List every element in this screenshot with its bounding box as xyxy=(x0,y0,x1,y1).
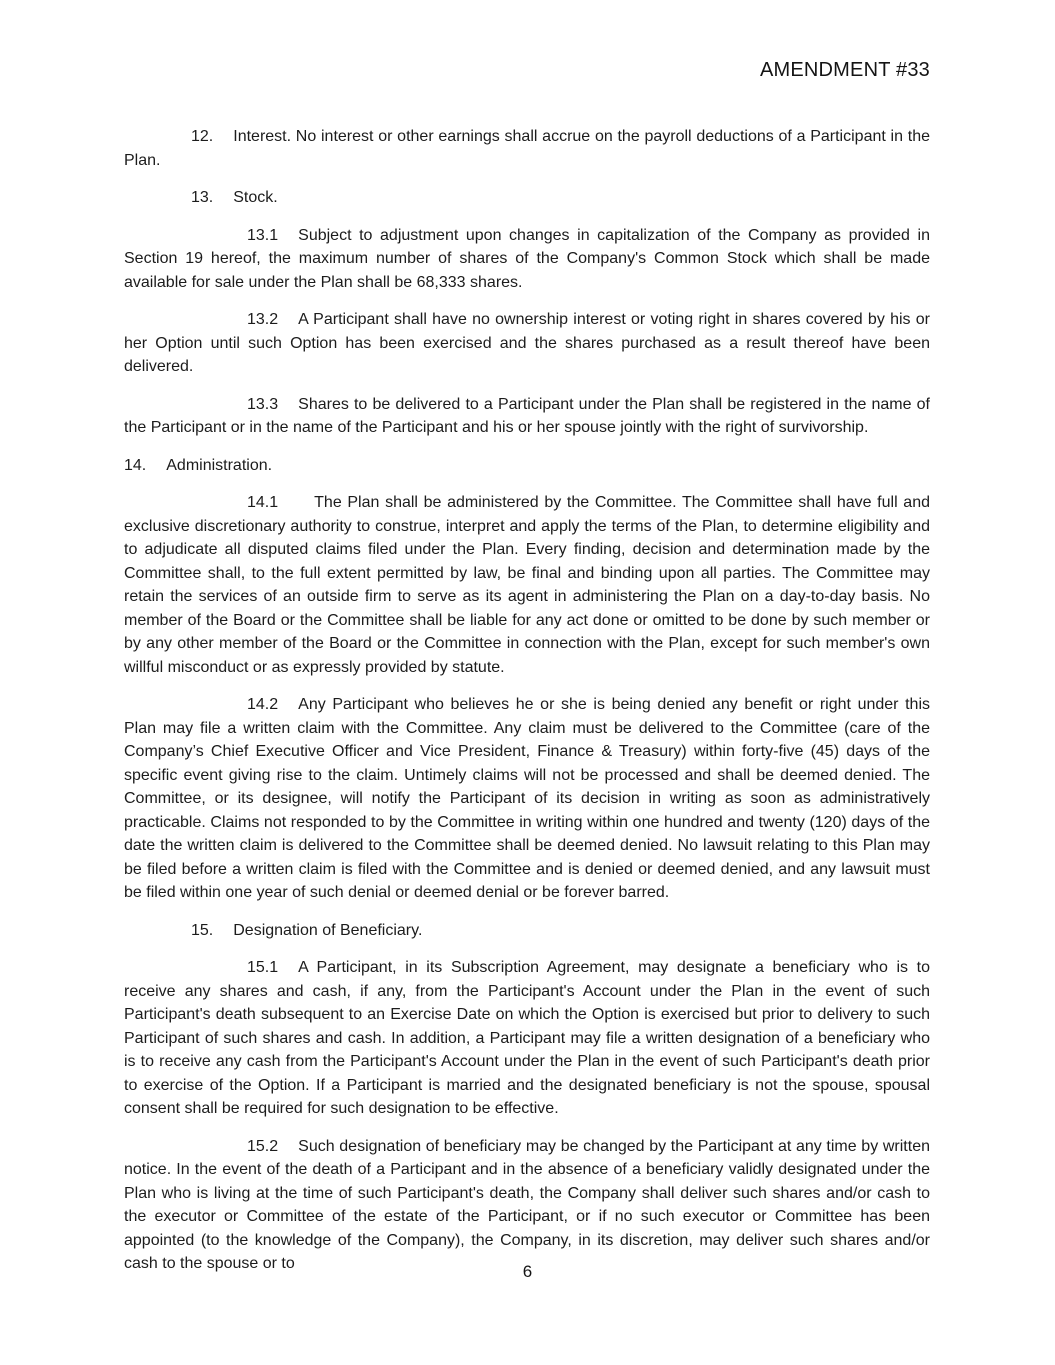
paragraph-13-3 xyxy=(124,393,930,440)
paragraph-text: Interest. No interest or other earnings shall accrue on the payroll deductions of a Participant in the Plan. xyxy=(124,128,930,169)
paragraph-text: Designation of Beneficiary. xyxy=(233,921,423,939)
paragraph-number: 15.2 xyxy=(247,1137,279,1155)
paragraph-number: 12. xyxy=(191,128,214,145)
paragraph-number: 15. xyxy=(191,921,214,939)
paragraph-15 xyxy=(124,919,930,943)
paragraph-number: 13.1 xyxy=(247,226,279,244)
document-body xyxy=(124,125,930,1276)
paragraph-text: The Plan shall be administered by the Committee. The Committee shall have full and exclusive discretionary authority to construe, interpret and apply the terms of the Plan, to determine eligibility and to adjudicate all disputed claims filed under the Plan. Every finding, decision and determination made by the Committee shall, to the full extent permitted by law, be final and binding upon all parties. The Committee may retain the services of an outside firm to serve as its agent in administering the Plan on a day-to-day basis. No member of the Board or the Committee shall be liable for any act done or omitted to be done by such member or by any other member of the Board or the Committee in connection with the Plan, except for such member's own willful misconduct or as expressly provided by statute. xyxy=(124,494,930,676)
paragraph-number: 14.1 xyxy=(247,494,279,511)
paragraph-number: 13. xyxy=(191,189,214,206)
paragraph-text: A Participant, in its Subscription Agreement, may designate a beneficiary who is to receive any shares and cash, if any, from the Participant's Account under the Plan in the event of such Participant's death subsequent to an Exercise Date on which the Option is exercised but prior to delivery to such Participant of such shares and cash. In addition, a Participant may file a written designation of a beneficiary who is to receive any cash from the Participant's Account under the Plan in the event of such Participant's death prior to exercise of the Option. If a Participant is married and the designated beneficiary is not the spouse, spousal consent shall be required for such designation to be effective. xyxy=(124,959,930,1117)
paragraph-15-1 xyxy=(124,956,930,1121)
paragraph-text: Stock. xyxy=(233,189,278,206)
paragraph-number: 14. xyxy=(124,456,147,474)
paragraph-13-2 xyxy=(124,308,930,379)
page-number: 6 xyxy=(522,1262,533,1281)
paragraph-text: A Participant shall have no ownership interest or voting right in shares covered by his or her Option until such Option has been exercised and the shares purchased as a result thereof have been delivered. xyxy=(124,311,930,375)
paragraph-15-2 xyxy=(124,1135,930,1276)
paragraph-12 xyxy=(124,125,930,172)
page-footer xyxy=(0,1262,1055,1282)
paragraph-13 xyxy=(124,186,930,210)
paragraph-number: 14.2 xyxy=(247,696,279,713)
paragraph-number: 15.1 xyxy=(247,959,279,976)
paragraph-number: 13.2 xyxy=(247,311,279,328)
paragraph-14-1 xyxy=(124,491,930,679)
paragraph-text: Any Participant who believes he or she is being denied any benefit or right under this Plan may file a written claim with the Committee. Any claim must be delivered to the Committee (care of the Company’s Chief Executive Officer and Vice President, Finance & Treasury) within forty-five (45) days of the specific event giving rise to the claim. Untimely claims will not be processed and shall be deemed denied. The Committee, or its designee, will notify the Participant of its decision in writing as soon as administratively practicable. Claims not responded to by the Committee in writing within one hundred and twenty (120) days of the date the written claim is delivered to the Committee shall be deemed denied. No lawsuit relating to this Plan may be filed before a written claim is filed with the Committee and is denied or deemed denied, and any lawsuit must be filed within one year of such denial or deemed denial or be forever barred. xyxy=(124,696,930,901)
paragraph-number: 13.3 xyxy=(247,395,279,413)
paragraph-14-2 xyxy=(124,693,930,905)
paragraph-14 xyxy=(124,454,930,478)
header-title: AMENDMENT #33 xyxy=(759,59,930,81)
paragraph-text: Such designation of beneficiary may be changed by the Participant at any time by written notice. In the event of the death of a Participant and in the absence of a beneficiary validly designated under the Plan who is living at the time of such Participant's death, the Company shall deliver such shares and/or cash to the executor or Committee of the estate of the Participant, or if no such executor or Committee has been appointed (to the knowledge of the Company), the Company, in its discretion, may deliver such shares and/or cash to the spouse or to xyxy=(124,1137,930,1272)
paragraph-text: Shares to be delivered to a Participant under the Plan shall be registered in the name of the Participant or in the name of the Participant and his or her spouse jointly with the right of survivorship. xyxy=(124,395,930,436)
paragraph-text: Subject to adjustment upon changes in capitalization of the Company as provided in Section 19 hereof, the maximum number of shares of the Company's Common Stock which shall be made available for sale under the Plan shall be 68,333 shares. xyxy=(124,226,930,291)
page-header xyxy=(124,0,930,82)
paragraph-13-1 xyxy=(124,224,930,295)
paragraph-text: Administration. xyxy=(166,456,273,474)
